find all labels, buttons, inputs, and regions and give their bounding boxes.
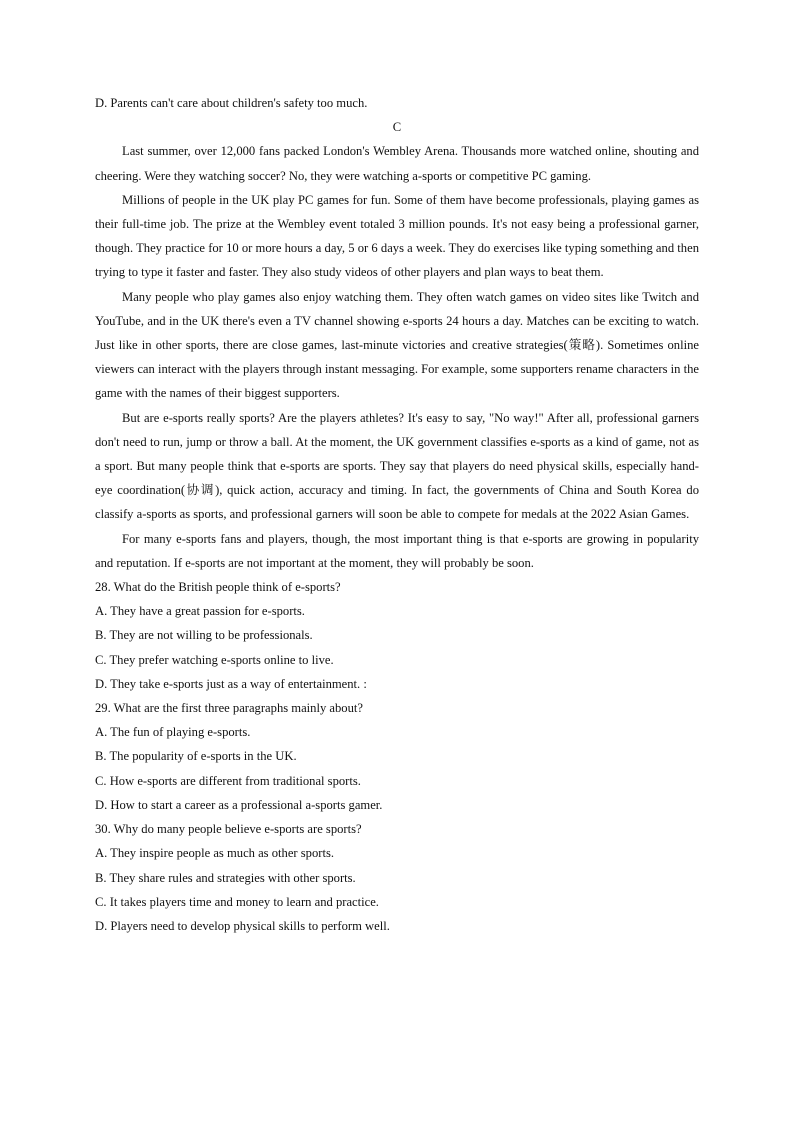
option-b: B. The popularity of e-sports in the UK. (95, 749, 297, 764)
option-c: C. How e-sports are different from traditional sports. (95, 773, 361, 788)
option-d: D. How to start a career as a professional a-sports gamer. (95, 797, 383, 812)
passage-paragraph-4: But are e-sports really sports? Are the players athletes? It's easy to say, "No way!" After all, professional garners don't need to run, jump or throw a ball. At the moment, the UK government classifies e-sports as a kind of game, not as a sport. But many people think that e-sports are sports. They say that players do need physical skills, especially hand-eye coordination(协调), quick action, accuracy and timing. In fact, the governments of China and South Korea do classify a-sports as sports, and professional garners will soon be able to compete for medals at the 2022 Asian Games. (95, 410, 699, 522)
option-a: A. They inspire people as much as other sports. (95, 846, 334, 861)
question-stem: 30. Why do many people believe e-sports are sports? (95, 822, 362, 837)
previous-question-option-d: D. Parents can't care about children's safety too much. (95, 96, 368, 110)
option-b: B. They are not willing to be professionals. (95, 628, 313, 643)
option-b: B. They share rules and strategies with other sports. (95, 870, 356, 885)
option-c: C. They prefer watching e-sports online to live. (95, 652, 334, 667)
passage-paragraph-5: For many e-sports fans and players, though, the most important thing is that e-sports are growing in popularity and reputation. If e-sports are not important at the moment, they will probably be soon. (95, 531, 699, 570)
section-heading: C (392, 120, 402, 135)
question-stem: 29. What are the first three paragraphs mainly about? (95, 701, 363, 716)
option-a: A. The fun of playing e-sports. (95, 725, 251, 740)
option-d: D. Players need to develop physical skills to perform well. (95, 918, 390, 933)
option-c: C. It takes players time and money to learn and practice. (95, 894, 379, 909)
passage-paragraph-1: Last summer, over 12,000 fans packed London's Wembley Arena. Thousands more watched online, shouting and cheering. Were they watching soccer? No, they were watching a-sports or competitive PC gaming. (95, 144, 699, 183)
document-page (95, 91, 699, 938)
question-29 (95, 696, 699, 817)
option-d: D. They take e-sports just as a way of entertainment. : (95, 676, 367, 691)
passage-paragraph-3: Many people who play games also enjoy watching them. They often watch games on video sites like Twitch and YouTube, and in the UK there's even a TV channel showing e-sports 24 hours a day. Matches can be exciting to watch. Just like in other sports, there are close games, last-minute victories and creative strategies(策略). Sometimes online viewers can interact with the players through instant messaging. For example, some supporters rename characters in the game with the names of their biggest supporters. (95, 289, 699, 401)
question-30 (95, 817, 699, 938)
question-stem: 28. What do the British people think of e-sports? (95, 580, 341, 595)
passage-paragraph-2: Millions of people in the UK play PC games for fun. Some of them have become professionals, playing games as their full-time job. The prize at the Wembley event totaled 3 million pounds. It's not easy being a professional garner, though. They practice for 10 or more hours a day, 5 or 6 days a week. They do exercises like typing something and then trying to type it faster and faster. They also study videos of other players and plan ways to beat them. (95, 192, 699, 280)
question-28 (95, 575, 699, 696)
option-a: A. They have a great passion for e-sports. (95, 604, 305, 619)
reading-passage (95, 139, 699, 575)
